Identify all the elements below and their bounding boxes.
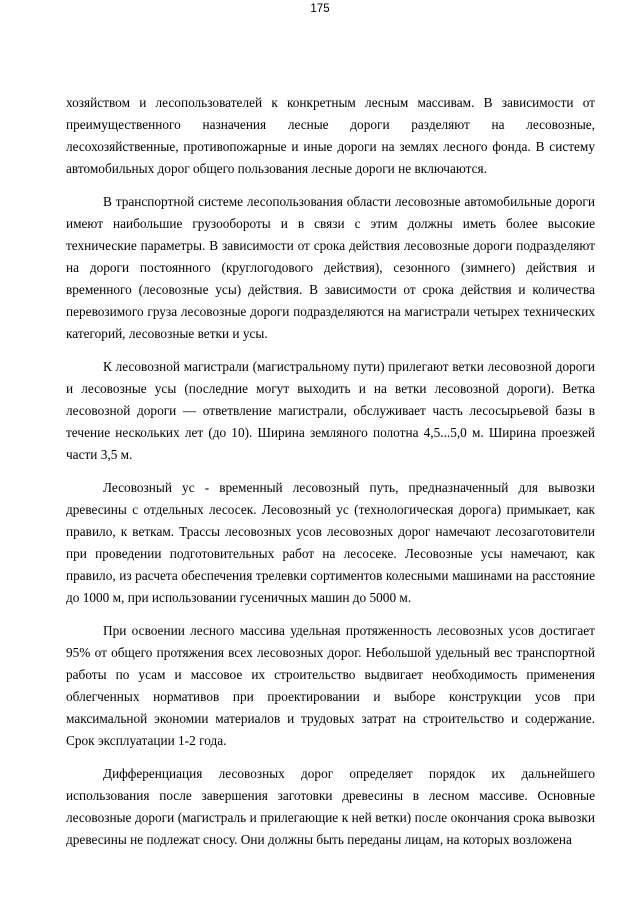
paragraph-4: Лесовозный ус - временный лесовозный путь, предназначенный для вывозки древесины с отдельных лесосек. Лесовозный ус (технологическая дорога) примыкает, как правило, к веткам. Трассы лесовозных усов лесовозных дорог намечают лесозаготовители при проведении подготовительных работ на лесосеке. Лесовозные усы намечают, как правило, из расчета обеспечения трелевки сортиментов колесными машинами на расстояние до 1000 м, при использовании гусеничных машин до 5000 м. <box>66 480 595 605</box>
paragraph-3: К лесовозной магистрали (магистральному пути) прилегают ветки лесовозной дороги и лесовозные усы (последние могут выходить и на ветки лесовозной дороги). Ветка лесовозной дороги — ответвление магистрали, обслуживает часть лесосырьевой базы в течение нескольких лет (до 10). Ширина земляного полотна 4,5...5,0 м. Ширина проезжей части 3,5 м. <box>66 359 595 462</box>
paragraph-1: хозяйством и лесопользователей к конкретным лесным массивам. В зависимости от преимущественного назначения лесные дороги разделяют на лесовозные, лесохозяйственные, противопожарные и иные дороги на землях лесного фонда. В систему автомобильных дорог общего пользования лесные дороги не включаются. <box>66 95 595 176</box>
page-number: 175 <box>310 3 330 15</box>
paragraph-6: Дифференциация лесовозных дорог определяет порядок их дальнейшего использования после завершения заготовки древесины в лесном массиве. Основные лесовозные дороги (магистраль и прилегающие к ней ветки) после окончания срока вывозки древесины не подлежат сносу. Они должны быть переданы лицам, на которых возложена <box>66 766 595 847</box>
document-body <box>66 92 595 851</box>
paragraph-2: В транспортной системе лесопользования области лесовозные автомобильные дороги имеют наибольшие грузообороты и в связи с этим должны иметь более высокие технические параметры. В зависимости от срока действия лесовозные дороги подразделяют на дороги постоянного (круглогодового действия), сезонного (зимнего) действия и временного (лесовозные усы) действия. В зависимости от срока действия и количества перевозимого груза лесовозные дороги подразделяются на магистрали четырех технических категорий, лесовозные ветки и усы. <box>66 194 595 341</box>
paragraph-5: При освоении лесного массива удельная протяженность лесовозных усов достигает 95% от общего протяжения всех лесовозных дорог. Небольшой удельный вес транспортной работы по усам и массовое их строительство выдвигает необходимость применения облегченных нормативов при проектировании и выборе конструкции усов при максимальной экономии материалов и трудовых затрат на строительство и содержание. Срок эксплуатации 1-2 года. <box>66 623 595 748</box>
